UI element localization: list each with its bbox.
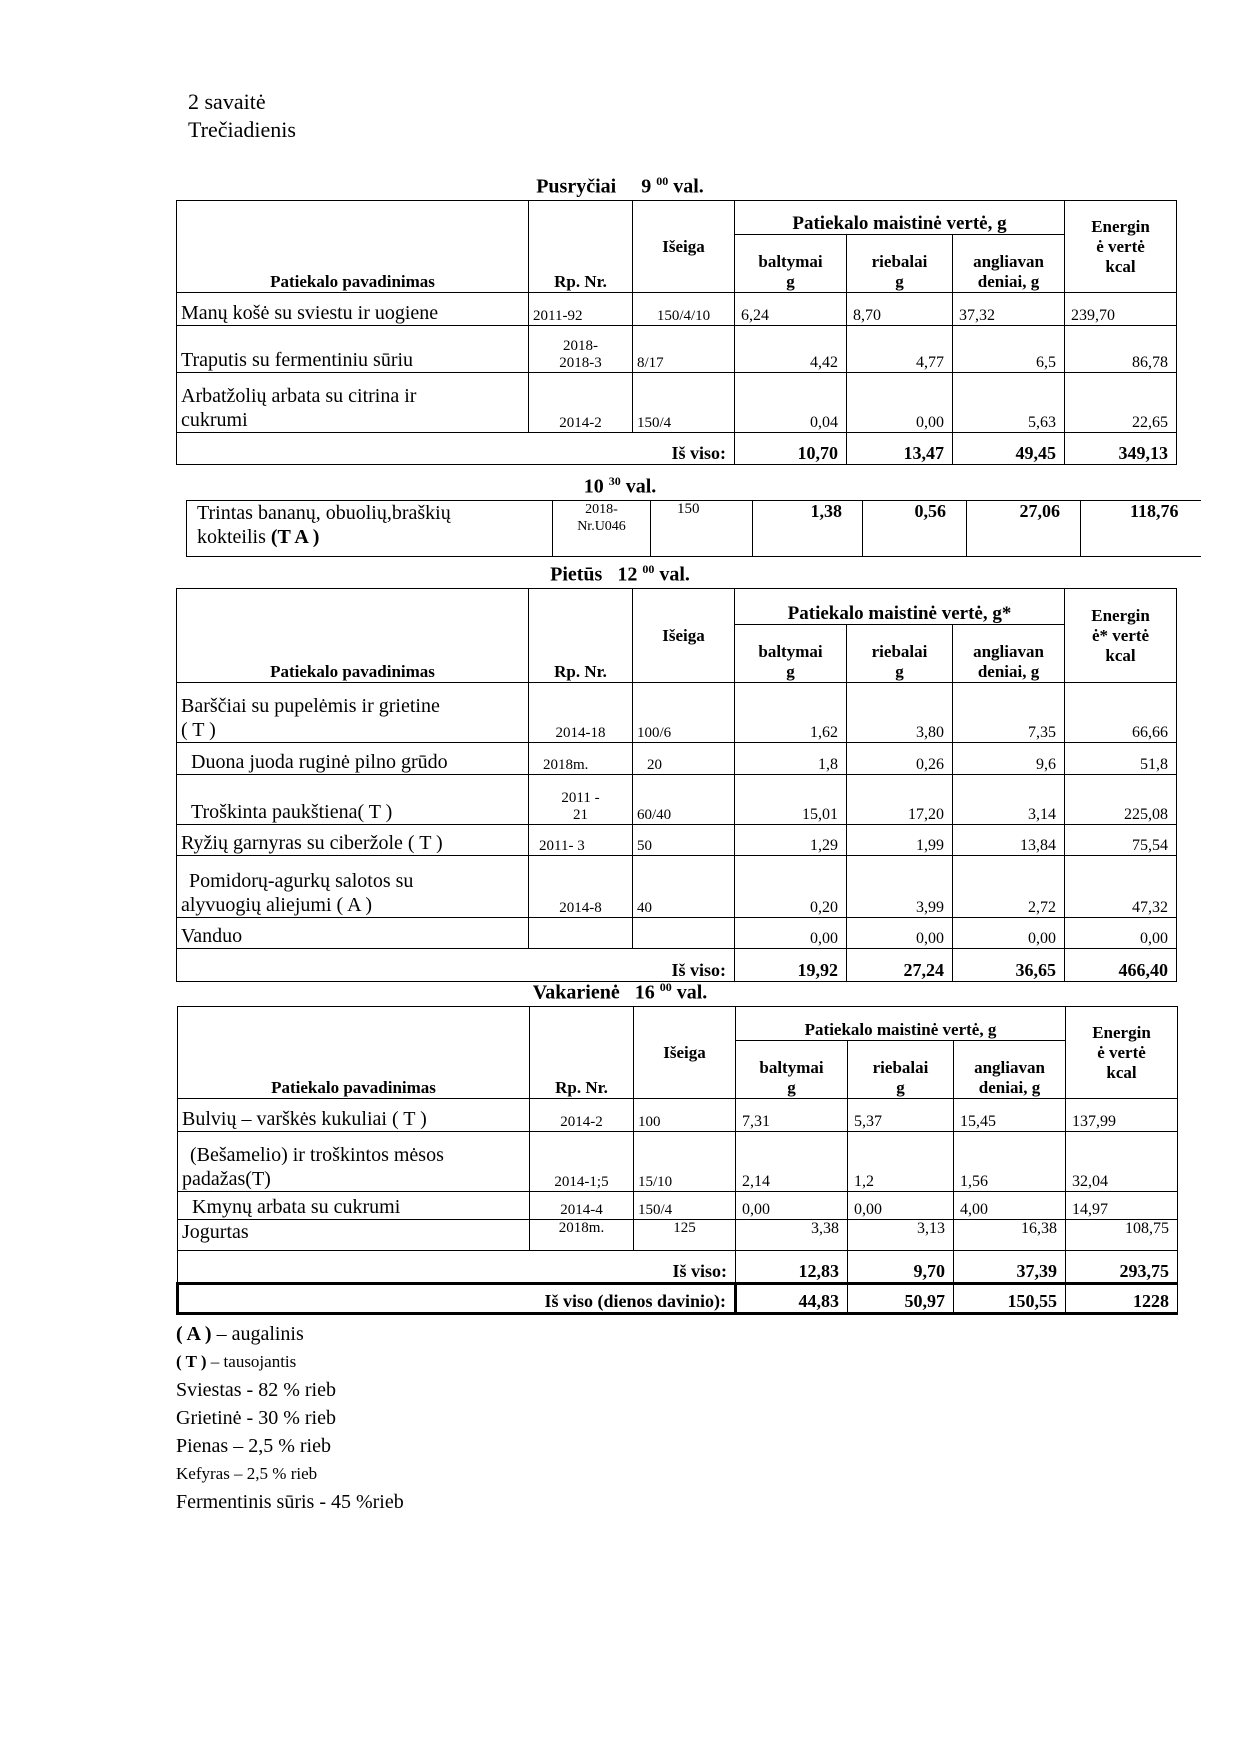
col-protein: baltymai g <box>735 625 847 683</box>
day-label: Trečiadienis <box>188 117 296 142</box>
table-row: Bulvių – varškės kukuliai ( T ) 2014-2 100 7,31 5,37 15,45 137,99 <box>178 1099 1178 1132</box>
dinner-title: Vakarienė 16 $^{00}$ val. <box>532 980 708 1004</box>
table-row: (Bešamelio) ir troškintos mėsos padažas(T) 2014-1;5 15/10 2,14 1,2 1,56 32,04 <box>178 1132 1178 1192</box>
table-row: Jogurtas 2018m. 125 3,38 3,13 16,38 108,75 <box>178 1220 1178 1251</box>
col-protein: baltymai g <box>736 1041 848 1099</box>
col-protein: baltymai g <box>735 235 847 293</box>
col-carbs: angliavan deniai, g <box>954 1041 1066 1099</box>
table-row: Troškinta paukštiena( T ) 2011 - 21 60/40 15,01 17,20 3,14 225,08 <box>177 775 1177 825</box>
legend <box>176 1320 404 1516</box>
col-rp: Rp. Nr. <box>529 201 633 293</box>
day-total-row: Iš viso (dienos davinio): 44,83 50,97 150,55 1228 <box>178 1284 1178 1314</box>
col-group: Patiekalo maistinė vertė, g <box>735 201 1065 235</box>
table-row: Trintas bananų, obuolių,braškių kokteilis (T A ) 2018- Nr.U046 150 1,38 0,56 27,06 118,76 <box>187 501 1201 557</box>
dinner-table <box>176 1006 1178 1315</box>
col-iseiga: Išeiga <box>633 589 735 683</box>
col-name: Patiekalo pavadinimas <box>177 589 529 683</box>
legend-item: ( A ) – augalinis <box>176 1323 304 1345</box>
legend-item: ( T ) – tausojantis <box>176 1352 297 1371</box>
table-row: Duona juoda ruginė pilno grūdo 2018m. 20 1,8 0,26 9,6 51,8 <box>177 743 1177 775</box>
snack-table <box>186 500 1201 557</box>
lunch-table <box>176 588 1177 982</box>
table-row: Barščiai su pupelėmis ir grietine ( T ) 2014-18 100/6 1,62 3,80 7,35 66,66 <box>177 683 1177 743</box>
table-row: Pomidorų-agurkų salotos su alyvuogių aliejumi ( A ) 2014-8 40 0,20 3,99 2,72 47,32 <box>177 856 1177 918</box>
table-row: Ryžių garnyras su ciberžole ( T ) 2011- 3 50 1,29 1,99 13,84 75,54 <box>177 825 1177 856</box>
snack-title: 10 $^{30}$ val. <box>583 474 657 498</box>
total-row: Iš viso: 10,70 13,47 49,45 349,13 <box>177 433 1177 465</box>
col-name: Patiekalo pavadinimas <box>178 1007 530 1099</box>
breakfast-table <box>176 200 1177 465</box>
col-carbs: angliavan deniai, g <box>953 235 1065 293</box>
col-iseiga: Išeiga <box>634 1007 736 1099</box>
table-row: Arbatžolių arbata su citrina ir cukrumi 2014-2 150/4 0,04 0,00 5,63 22,65 <box>177 373 1177 433</box>
table-row: Vanduo 0,00 0,00 0,00 0,00 <box>177 918 1177 949</box>
week-label: 2 savaitė <box>188 89 266 114</box>
breakfast-title: Pusryčiai 9 $^{00}$ val. <box>536 174 704 198</box>
col-fat: riebalai g <box>848 1041 954 1099</box>
legend-item: Grietinė - 30 % rieb <box>176 1407 336 1429</box>
lunch-title: Pietūs 12 $^{00}$ val. <box>550 562 690 586</box>
col-energy: Energin ė vertė kcal <box>1066 1007 1178 1099</box>
col-energy: Energin ė* vertė kcal <box>1065 589 1177 683</box>
total-row: Iš viso: 12,83 9,70 37,39 293,75 <box>178 1251 1178 1284</box>
col-group: Patiekalo maistinė vertė, g <box>736 1007 1066 1041</box>
table-row: Manų košė su sviestu ir uogiene 2011-92 150/4/10 6,24 8,70 37,32 239,70 <box>177 293 1177 326</box>
legend-item: Pienas – 2,5 % rieb <box>176 1435 331 1457</box>
col-energy: Energin ė vertė kcal <box>1065 201 1177 293</box>
col-rp: Rp. Nr. <box>530 1007 634 1099</box>
col-fat: riebalai g <box>847 625 953 683</box>
legend-item: Kefyras – 2,5 % rieb <box>176 1464 318 1483</box>
legend-item: Sviestas - 82 % rieb <box>176 1379 336 1401</box>
total-row: Iš viso: 19,92 27,24 36,65 466,40 <box>177 949 1177 982</box>
legend-item: Fermentinis sūris - 45 %rieb <box>176 1491 404 1513</box>
col-name: Patiekalo pavadinimas <box>177 201 529 293</box>
col-iseiga: Išeiga <box>633 201 735 293</box>
col-fat: riebalai g <box>847 235 953 293</box>
col-rp: Rp. Nr. <box>529 589 633 683</box>
col-group: Patiekalo maistinė vertė, g* <box>735 589 1065 625</box>
col-carbs: angliavan deniai, g <box>953 625 1065 683</box>
table-row: Kmynų arbata su cukrumi 2014-4 150/4 0,00 0,00 4,00 14,97 <box>178 1192 1178 1220</box>
table-row: Traputis su fermentiniu sūriu 2018- 2018-3 8/17 4,42 4,77 6,5 86,78 <box>177 326 1177 373</box>
